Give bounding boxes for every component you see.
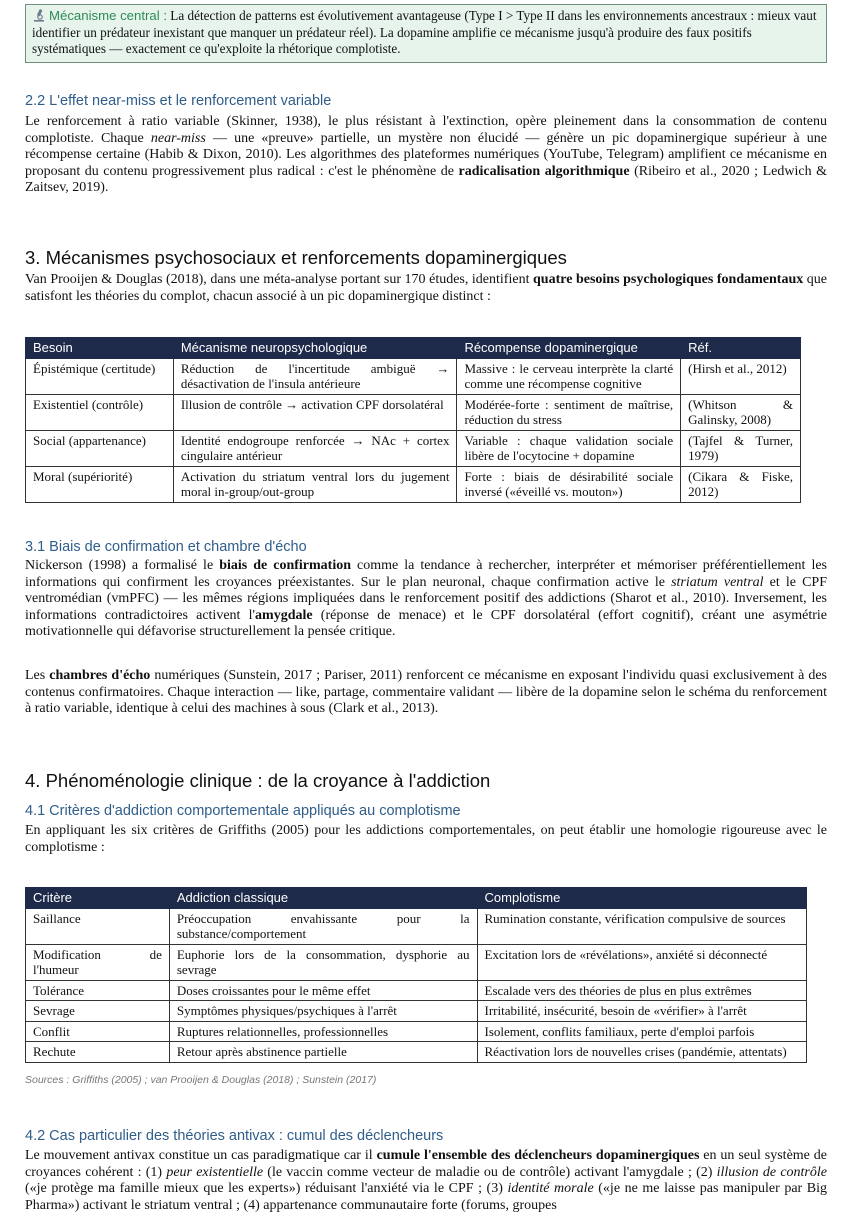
- section-3-paragraph: [25, 272, 827, 305]
- table-cell: Massive : le cerveau interprète la clarté comme une récompense cognitive: [457, 358, 681, 394]
- table-cell: (Whitson & Galinsky, 2008): [681, 394, 801, 430]
- needs-table: [25, 337, 801, 503]
- table-cell: Épistémique (certitude): [26, 358, 174, 394]
- text-run: striatum ventral: [671, 574, 764, 590]
- table-cell: Conflit: [26, 1021, 170, 1042]
- table-row: [26, 908, 807, 944]
- text-run: Les: [25, 668, 50, 683]
- table-cell: Escalade vers des théories de plus en plus extrêmes: [477, 980, 807, 1001]
- section-4-2-title: 4.2 Cas particulier des théories antivax : cumul des déclencheurs: [25, 1128, 444, 1144]
- text-run: near-miss: [150, 130, 206, 146]
- table-cell: Activation du striatum ventral lors du jugement moral in-group/out-group: [173, 466, 457, 502]
- column-header: Besoin: [26, 338, 174, 359]
- table-header-row: [26, 888, 807, 909]
- table-cell: Moral (supériorité): [26, 466, 174, 502]
- section-4-1-title: 4.1 Critères d'addiction comportementale appliqués au complotisme: [25, 803, 461, 819]
- table-row: [26, 430, 801, 466]
- text-run: — une «preuve» partielle, un mystère non élucidé — génère un pic dopaminergique supérieur à une récompense certaine (Habib & Dixon, 2010). Les algorithmes des plateformes numériques (YouTube, Telegram) amplifient ce mécanisme en proposant du contenu progressivement plus radical : c'est le phénomène de: [25, 130, 827, 179]
- table-row: [26, 394, 801, 430]
- section-2-2-paragraph: [25, 114, 827, 197]
- table-row: [26, 944, 807, 980]
- section-4-title: 4. Phénoménologie clinique : de la croyance à l'addiction: [25, 770, 491, 791]
- table-cell: Réduction de l'incertitude ambiguë → désactivation de l'insula antérieure: [173, 358, 457, 394]
- table-row: [26, 980, 807, 1001]
- table-cell: Forte : biais de désirabilité sociale inversé («éveillé vs. mouton»): [457, 466, 681, 502]
- text-run: (Ribeiro et al., 2020 ; Ledwich & Zaitsev, 2019).: [25, 163, 828, 195]
- text-run: Le mouvement antivax constitue un cas paradigmatique car il: [25, 1148, 377, 1163]
- table-cell: Irritabilité, insécurité, besoin de «vérifier» à l'arrêt: [477, 1001, 807, 1022]
- table-cell: Modification de l'humeur: [26, 944, 170, 980]
- table-cell: Réactivation lors de nouvelles crises (pandémie, attentats): [477, 1042, 807, 1063]
- table-cell: (Hirsh et al., 2012): [681, 358, 801, 394]
- text-run: amygdale: [255, 607, 313, 623]
- text-run: et le CPF ventromédian (vmPFC) — les mêmes régions impliquées dans le renforcement positif des addictions (Sharot et al., 2010). Inversement, les informations contradictoires activent l': [25, 574, 827, 623]
- section-3-title: 3. Mécanismes psychosociaux et renforcements dopaminergiques: [25, 247, 567, 268]
- text-run: illusion de contrôle: [716, 1164, 827, 1180]
- text-run: peur existentielle: [166, 1164, 264, 1180]
- table-cell: Euphorie lors de la consommation, dysphorie au sevrage: [169, 944, 477, 980]
- text-run: chambres d'écho: [49, 668, 151, 683]
- column-header: Addiction classique: [169, 888, 477, 909]
- table-cell: Social (appartenance): [26, 430, 174, 466]
- column-header: Réf.: [681, 338, 801, 359]
- text-run: («je ne me laisse pas manipuler par Big Pharma») activant le striatum ventral ; (4) appartenance communautaire forte (forums, groupes: [25, 1181, 827, 1213]
- text-run: comme la tendance à rechercher, interpréter et mémoriser préférentiellement les informations qui confirment les croyances préexistantes. Sur le plan neuronal, chaque confirmation active le: [25, 558, 827, 590]
- table-row: [26, 466, 801, 502]
- callout-text: La détection de patterns est évolutivement avantageuse (Type I > Type II dans les environnements ancestraux : mieux vaut identifier un prédateur inexistant que manquer un prédateur réel). La dopamine amplifie ce mécanisme jusqu'à produire des faux positifs systématiques — exactement ce qu'exploite la rhétorique complotiste.: [32, 8, 817, 56]
- table-cell: Identité endogroupe renforcée → NAc + cortex cingulaire antérieur: [173, 430, 457, 466]
- text-run: identité morale: [507, 1181, 594, 1196]
- section-2-2-title: 2.2 L'effet near-miss et le renforcement variable: [25, 93, 332, 109]
- addiction-criteria-table: [25, 887, 807, 1063]
- table-cell: Excitation lors de «révélations», anxiété si déconnecté: [477, 944, 807, 980]
- table-cell: Ruptures relationnelles, professionnelles: [169, 1021, 477, 1042]
- table-cell: Retour après abstinence partielle: [169, 1042, 477, 1063]
- section-3-1-paragraph-1: [25, 558, 827, 641]
- text-run: (réponse de menace) et le CPF dorsolatéral (effort cognitif), créant une asymétrie motivationnelle qui défavorise structurellement la pensée critique.: [25, 607, 827, 639]
- table-cell: Préoccupation envahissante pour la substance/comportement: [169, 908, 477, 944]
- text-run: («je protège ma famille mieux que les experts») réduisant l'anxiété via le CPF ; (3): [25, 1181, 508, 1196]
- table-cell: Sevrage: [26, 1001, 170, 1022]
- table-cell: Saillance: [26, 908, 170, 944]
- table-row: [26, 1042, 807, 1063]
- column-header: Mécanisme neuropsychologique: [173, 338, 457, 359]
- mechanism-callout: [25, 4, 827, 63]
- table-header-row: [26, 338, 801, 359]
- microscope-icon: [32, 8, 46, 22]
- text-run: cumule l'ensemble des déclencheurs dopaminergiques: [376, 1148, 700, 1163]
- table-row: [26, 1021, 807, 1042]
- callout-label: Mécanisme central :: [49, 8, 167, 23]
- text-run: que satisfont les théories du complot, chacun associé à un pic dopaminergique distinct :: [25, 272, 827, 304]
- table-cell: Symptômes physiques/psychiques à l'arrêt: [169, 1001, 477, 1022]
- table-cell: Tolérance: [26, 980, 170, 1001]
- text-run: numériques (Sunstein, 2017 ; Pariser, 2011) renforcent ce mécanisme en exposant l'individu quasi exclusivement à des contenus confirmatoires. Chaque interaction — like, partage, commentaire validant — libère de la dopamine selon le schéma du renforcement à ratio variable, identique à celui des machines à sous (Clark et al., 2013).: [25, 668, 827, 716]
- text-run: (le vaccin comme vecteur de maladie ou de contrôle) activant l'amygdale ; (2): [263, 1164, 717, 1180]
- table-row: [26, 358, 801, 394]
- table-cell: Rechute: [26, 1042, 170, 1063]
- table-cell: (Tajfel & Turner, 1979): [681, 430, 801, 466]
- table-sources-note: Sources : Griffiths (2005) ; van Prooijen & Douglas (2018) ; Sunstein (2017): [25, 1074, 377, 1086]
- text-run: radicalisation algorithmique: [458, 163, 630, 179]
- table-cell: Illusion de contrôle → activation CPF dorsolatéral: [173, 394, 457, 430]
- column-header: Complotisme: [477, 888, 807, 909]
- table-cell: Variable : chaque validation sociale libère de l'ocytocine + dopamine: [457, 430, 681, 466]
- table-cell: Rumination constante, vérification compulsive de sources: [477, 908, 807, 944]
- section-4-1-paragraph: En appliquant les six critères de Griffiths (2005) pour les addictions comportementales, on peut établir une homologie rigoureuse avec le complotisme :: [25, 823, 827, 855]
- table-cell: Doses croissantes pour le même effet: [169, 980, 477, 1001]
- column-header: Récompense dopaminergique: [457, 338, 681, 359]
- table-cell: Modérée-forte : sentiment de maîtrise, réduction du stress: [457, 394, 681, 430]
- section-3-1-title: 3.1 Biais de confirmation et chambre d'écho: [25, 539, 307, 555]
- text-run: quatre besoins psychologiques fondamentaux: [533, 272, 804, 287]
- column-header: Critère: [26, 888, 170, 909]
- section-3-1-paragraph-2: [25, 668, 827, 718]
- table-row: [26, 1001, 807, 1022]
- text-run: en un seul système de croyances cohérent : (1): [25, 1148, 827, 1180]
- text-run: biais de confirmation: [219, 558, 352, 573]
- text-run: Le renforcement à ratio variable (Skinner, 1938), le plus résistant à l'extinction, opère pleinement dans la consommation de contenu complotiste. Chaque: [25, 114, 827, 146]
- table-cell: (Cikara & Fiske, 2012): [681, 466, 801, 502]
- table-cell: Isolement, conflits familiaux, perte d'emploi parfois: [477, 1021, 807, 1042]
- table-cell: Existentiel (contrôle): [26, 394, 174, 430]
- text-run: Nickerson (1998) a formalisé le: [25, 558, 220, 573]
- text-run: Van Prooijen & Douglas (2018), dans une méta-analyse portant sur 170 études, identifient: [25, 272, 534, 287]
- section-4-2-paragraph: [25, 1148, 827, 1214]
